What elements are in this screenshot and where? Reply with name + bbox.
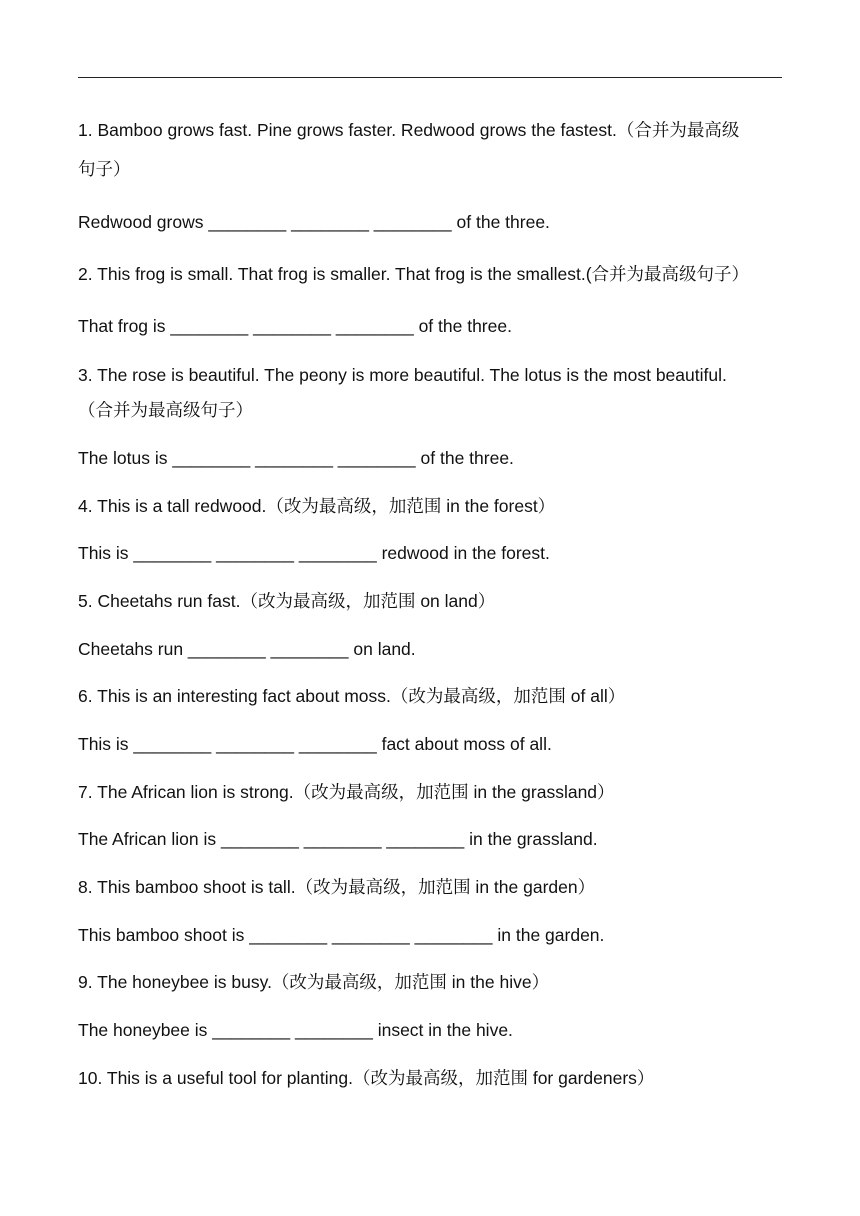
question-3-line-2: （合并为最高级句子） — [78, 400, 253, 420]
answer-5: Cheetahs run ________ ________ on land. — [78, 639, 416, 659]
answer-3: The lotus is ________ ________ ________ of the three. — [78, 448, 514, 468]
question-1-line-1: 1. Bamboo grows fast. Pine grows faster. Redwood grows the fastest.（合并为最高级 — [78, 120, 740, 140]
header-rule — [78, 77, 782, 78]
answer-8: This bamboo shoot is ________ ________ ________ in the garden. — [78, 925, 605, 945]
question-3-line-1: 3. The rose is beautiful. The peony is more beautiful. The lotus is the most beautiful. — [78, 365, 727, 385]
question-8: 8. This bamboo shoot is tall.（改为最高级，加范围 in the garden） — [78, 877, 596, 897]
answer-7: The African lion is ________ ________ ________ in the grassland. — [78, 829, 598, 849]
answer-6: This is ________ ________ ________ fact about moss of all. — [78, 734, 552, 754]
answer-2: That frog is ________ ________ ________ of the three. — [78, 316, 512, 336]
question-2: 2. This frog is small. That frog is smaller. That frog is the smallest.(合并为最高级句子） — [78, 264, 750, 284]
question-5: 5. Cheetahs run fast.（改为最高级，加范围 on land） — [78, 591, 496, 611]
answer-1: Redwood grows ________ ________ ________ of the three. — [78, 212, 550, 232]
answer-4: This is ________ ________ ________ redwood in the forest. — [78, 543, 550, 563]
question-6: 6. This is an interesting fact about moss.（改为最高级，加范围 of all） — [78, 686, 626, 706]
question-7: 7. The African lion is strong.（改为最高级，加范围 in the grassland） — [78, 782, 615, 802]
answer-9: The honeybee is ________ ________ insect in the hive. — [78, 1020, 513, 1040]
question-10: 10. This is a useful tool for planting.（改为最高级，加范围 for gardeners） — [78, 1068, 655, 1088]
question-9: 9. The honeybee is busy.（改为最高级，加范围 in the hive） — [78, 972, 550, 992]
question-4: 4. This is a tall redwood.（改为最高级，加范围 in the forest） — [78, 496, 556, 516]
question-1-line-2: 句子） — [78, 159, 131, 179]
